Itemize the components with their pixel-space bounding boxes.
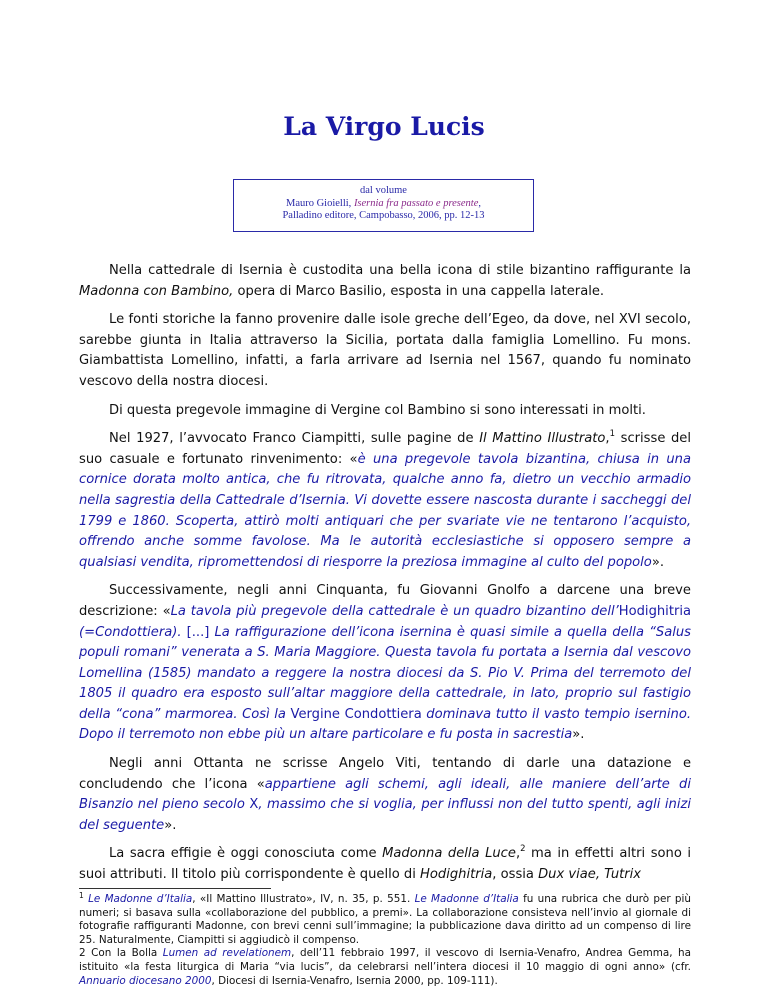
article-body xyxy=(79,261,691,894)
text-run-italic: Madonna della Luce xyxy=(382,846,516,862)
text-run: ma in effetti altri sono i suoi attributi. Il titolo più corrispondente è quello di xyxy=(79,846,691,883)
text-run: 2 Con la Bolla xyxy=(79,947,163,960)
text-run: fu una rubrica che durò per più numeri; si basava sulla «collaborazione del pubblico, a premi». La collaborazione consisteva nell’invio al giornale di fotografie raffiguranti Madonne, con brevi cenni sull’immagine; la pubblicazione dava diritto ad un compenso di lire 25. Naturalmente, Ciampitti si aggiudicò il compenso. xyxy=(79,893,691,946)
text-run-italic: Dux viae, Tutrix xyxy=(538,867,642,883)
quote-gnolfo: dominava tutto il vasto tempio isernino. Dopo il terremoto non ebbe più un altare particolare e fu posta in sacrestia xyxy=(79,706,691,743)
text-run: , «Il Mattino Illustrato», IV, n. 35, p. 551. xyxy=(192,893,415,905)
source-citation-box xyxy=(233,179,534,232)
footnote-1 xyxy=(79,893,691,947)
text-run: , Diocesi di Isernia-Venafro, Isernia 2000, pp. 109-111). xyxy=(211,974,498,987)
paragraph-2: Le fonti storiche la fanno provenire dalle isole greche dell’Egeo, da dove, nel XVI secolo, sarebbe giunta in Italia attraverso la Sicilia, portata dalla famiglia Lomellino. Fu mons. Giambattista Lomellino, infatti, a farla arrivare ad Isernia nel 1567, quando fu nominato vescovo della nostra diocesi. xyxy=(79,312,691,389)
footnote-ref-2[interactable]: 2 xyxy=(520,844,526,855)
text-run-italic: Madonna con Bambino, xyxy=(79,283,234,299)
quote-viti: , massimo che si voglia, per influssi non del tutto spenti, agli inizi del seguente xyxy=(79,797,691,833)
quote-ellipsis: [...] xyxy=(181,624,215,640)
footnote-2 xyxy=(79,947,691,988)
text-run: ». xyxy=(164,817,177,833)
text-run: Negli anni Ottanta ne scrisse Angelo Viti, tentando di darle una datazione e concludendo che l’icona « xyxy=(79,756,691,792)
text-run: ». xyxy=(651,554,664,570)
quote-ciampitti: è una pregevole tavola bizantina, chiusa in una cornice dorata molto antica, che fu ritrovata, qualche anno fa, dietro un vecchio armadio nella sagrestia della Cattedrale d’Isernia. Vi dovette essere nascosta durante i saccheggi del 1799 e 1860. Scoperta, attirò molti antiquari che per svariate vie ne tentarono l’acquisto, offrendo anche somme favolose. Ma le autorità ecclesiastiche si opposero sempre a qualsiasi vendita, ripromettendosi di riesporre la preziosa immagine al culto del popolo xyxy=(79,451,691,570)
page-title: La Virgo Lucis xyxy=(283,112,485,141)
footnote-divider xyxy=(79,888,271,889)
quote-viti: appartiene agli schemi, agli ideali, alle maniere dell’arte di Bisanzio nel pieno secolo xyxy=(79,776,691,813)
text-run: Nella cattedrale di Isernia è custodita una bella icona di stile bizantino raffigurante la xyxy=(109,263,691,278)
quote-gnolfo-term: Vergine Condottiera xyxy=(290,706,422,722)
text-run: Nel 1927, l’avvocato Franco Ciampitti, sulle pagine de xyxy=(109,431,480,447)
text-run: ». xyxy=(572,727,585,743)
text-run: , xyxy=(605,431,610,447)
source-comma: , xyxy=(478,197,481,209)
text-run-italic: Le Madonne d’Italia xyxy=(88,893,193,905)
source-line-3: Palladino editore, Campobasso, 2006, pp. 12-13 xyxy=(282,210,485,221)
text-run: La sacra effigie è oggi conosciuta come xyxy=(109,846,383,862)
paragraph-7 xyxy=(79,844,691,885)
quote-gnolfo: (=Condottiera). xyxy=(79,624,182,640)
text-run-italic: Lumen ad revelationem xyxy=(162,947,292,960)
source-line-2 xyxy=(234,198,533,211)
text-run-italic: Le Madonne d’Italia xyxy=(414,893,519,905)
text-run: , dell’11 febbraio 1997, il vescovo di Isernia-Venafro, Andrea Gemma, ha istituito «la festa liturgica di Maria “via lucis”, da celebrarsi nell’intera diocesi il 10 maggio di ogni anno» (cfr. xyxy=(79,947,692,973)
paragraph-1 xyxy=(79,261,691,302)
paragraph-4 xyxy=(79,429,691,573)
text-run-italic: Hodighitria xyxy=(420,867,493,883)
newspaper-title: Il Mattino Illustrato xyxy=(479,431,606,447)
quote-gnolfo-term: Hodighitria xyxy=(618,603,691,619)
text-run-italic: Annuario diocesano 2000 xyxy=(79,974,212,987)
source-book-title: Isernia fra passato e presente xyxy=(353,197,479,209)
paragraph-5 xyxy=(79,581,691,746)
paragraph-6 xyxy=(79,754,691,836)
text-run: Successivamente, negli anni Cinquanta, fu Giovanni Gnolfo a darcene una breve descrizione: « xyxy=(79,583,691,619)
quote-gnolfo: La raffigurazione dell’icona isernina è quasi simile a quella della “Salus populi romani” venerata a S. Maria Maggiore. Questa tavola fu portata a Isernia dal vescovo Lomellina (1585) mandato a reggere la nostra diocesi da S. Pio V. Prima del terremoto del 1805 il quadro era esposto sull’altar maggiore della cattedrale, in lato, proprio sul fastigio della “cona” marmorea. Così la xyxy=(79,624,691,722)
footnote-ref-1[interactable]: 1 xyxy=(609,429,616,440)
paragraph-3: Di questa pregevole immagine di Vergine col Bambino si sono interessati in molti. xyxy=(109,402,646,418)
text-run: opera di Marco Basilio, esposta in una cappella laterale. xyxy=(233,283,605,299)
footnotes xyxy=(79,893,691,988)
source-line-1: dal volume xyxy=(360,185,407,196)
quote-viti-century: X xyxy=(249,797,259,813)
text-run: , ossia xyxy=(492,867,539,883)
source-author: Mauro Gioielli, xyxy=(285,197,354,209)
text-run: , xyxy=(515,846,521,862)
quote-gnolfo: La tavola più pregevole della cattedrale è un quadro bizantino dell’ xyxy=(170,603,619,619)
footnote-1-number: 1 xyxy=(79,891,84,900)
text-run: scrisse del suo casuale e fortunato rinvenimento: « xyxy=(79,431,692,467)
